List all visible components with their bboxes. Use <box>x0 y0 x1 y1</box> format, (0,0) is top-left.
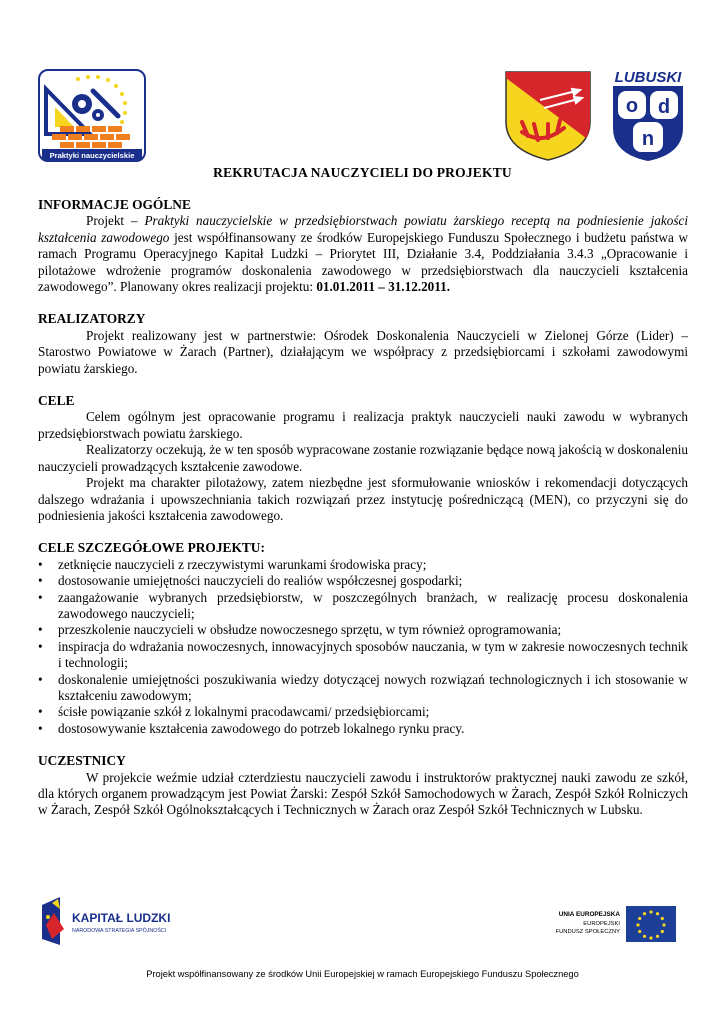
svg-text:n: n <box>641 128 655 150</box>
ue-line-1: UNIA EUROPEJSKA <box>558 911 620 918</box>
section-realizatorzy <box>38 311 688 377</box>
kapital-ludzki-title: KAPITAŁ LUDZKI <box>72 911 171 925</box>
kapital-ludzki-emblem-icon <box>42 897 64 945</box>
document-body <box>38 197 688 835</box>
section-cele <box>38 393 688 524</box>
heading-cele-szczegolowe: CELE SZCZEGÓŁOWE PROJEKTU: <box>38 540 265 556</box>
uczestnicy-paragraph: W projekcie weźmie udział czterdziestu nauczycieli zawodu i instruktorów praktycznej nauki zawodu ze szkół, dla których organem prowadzącym jest Powiat Żarski: Zespół Szkół Samochodowych w Żarach, Zespół Szkół Rolniczych w Żarach, Zespół Szkół Ogólnokształcących i Technicznych w Żarach oraz Zespół Szkół Technicznych w Lubsku. <box>38 769 688 818</box>
list-item: • inspiracja do wdrażania nowoczesnych, innowacyjnych sposobów nauczania, w tym w zakresie nowoczesnych technik i technologii; <box>38 638 688 671</box>
logo-right-label: LUBUSKI <box>614 69 682 86</box>
cele-paragraph-1: Celem ogólnym jest opracowanie programu i realizacja praktyk nauczycieli nauki zawodu w wybranych przedsiębiorstwach powiatu żarskiego. <box>38 409 688 441</box>
footer-note: Projekt współfinansowany ze środków Unii Europejskiej w ramach Europejskiego Funduszu Społecznego <box>146 969 579 979</box>
realizatorzy-paragraph: Projekt realizowany jest w partnerstwie: Ośrodek Doskonalenia Nauczycieli w Zielonej Górze (Lider) – Starostwo Powiatowe w Żarach (Partner), działającym we współpracy z przedsiębiorcami i szkołami zawodowymi powiatu żarskiego. <box>38 327 688 376</box>
heading-cele: CELE <box>38 393 75 409</box>
cele-paragraph-3: Projekt ma charakter pilotażowy, zatem niezbędne jest sformułowanie wniosków i rekomendacji dotyczących dalszego wdrażania i upowszechniania takich rozwiązań przez instytucję pośredniczącą (MEN), co przyczyni się do podniesienia jakości kształcenia zawodowego. <box>38 475 688 523</box>
section-uczestnicy <box>38 753 688 819</box>
page-title: REKRUTACJA NAUCZYCIELI DO PROJEKTU <box>213 165 512 180</box>
kapital-ludzki-subtitle: NARODOWA STRATEGIA SPÓJNOŚCI <box>72 928 167 934</box>
list-item: • dostosowywanie kształcenia zawodowego do potrzeb lokalnego rynku pracy. <box>38 720 465 736</box>
list-item: • zaangażowanie wybranych przedsiębiorstw, w poszczególnych branżach, w realizację procesu doskonalenia zawodowego nauczycieli; <box>38 589 688 621</box>
eu-flag-icon <box>626 906 676 942</box>
list-item: • dostosowanie umiejętności nauczycieli do realiów współczesnej gospodarki; <box>38 573 463 589</box>
odn-lubuski-logo <box>609 68 687 163</box>
list-item: • przeszkolenie nauczycieli w obsłudze nowoczesnego sprzętu, w tym również oprogramowania; <box>38 622 562 638</box>
cele-paragraph-2: Realizatorzy oczekują, że w ten sposób wypracowane zostanie rozwiązanie będące nową jakością w doskonaleniu nauczycieli prowadzących kształcenie zawodowe. <box>38 442 688 474</box>
praktyki-nauczycielskie-logo <box>38 69 146 162</box>
general-info-paragraph: Projekt – Praktyki nauczycielskie w przedsiębiorstwach powiatu żarskiego receptą na podniesienie jakości kształcenia zawodowego jest współfinansowany ze środków Europejskiego Funduszu Społecznego i budżetu państwa w ramach Programu Operacyjnego Kapitał Ludzki – Priorytet III, Działanie 3.4, Poddziałania 3.4.3 „Opracowanie i pilotażowe wdrożenie programów doskonalenia zawodowego w przedsiębiorstwach dla nauczycieli kształcenia zawodowego”. Planowany okres realizacji projektu: 01.01.2011 – 31.12.2011. <box>38 213 688 295</box>
kapital-ludzki-logo <box>38 895 208 947</box>
logo-left-label: Praktyki nauczycielskie <box>49 151 135 160</box>
list-item: • ścisłe powiązanie szkół z lokalnymi pracodawcami/ przedsiębiorcami; <box>38 704 430 720</box>
eu-efs-logo <box>540 904 690 946</box>
objectives-list <box>38 557 688 737</box>
section-cele-szczegolowe <box>38 540 688 737</box>
heading-realizatorzy: REALIZATORZY <box>38 311 146 327</box>
list-item: • zetknięcie nauczycieli z rzeczywistymi warunkami środowiska pracy; <box>38 556 427 572</box>
list-item: • doskonalenie umiejętności poszukiwania wiedzy dotyczącej nowych rozwiązań technologicznych i ich stosowanie w kształceniu zawodowym; <box>38 671 688 703</box>
heading-general-info: INFORMACJE OGÓLNE <box>38 197 191 212</box>
section-general-info <box>38 197 688 295</box>
svg-text:d: d <box>657 96 671 118</box>
coat-of-arms-logo <box>502 70 594 162</box>
ue-line-2: EUROPEJSKI <box>583 921 620 927</box>
svg-text:o: o <box>625 95 639 117</box>
ue-line-3: FUNDUSZ SPOŁECZNY <box>555 929 620 935</box>
heading-uczestnicy: UCZESTNICY <box>38 753 126 769</box>
